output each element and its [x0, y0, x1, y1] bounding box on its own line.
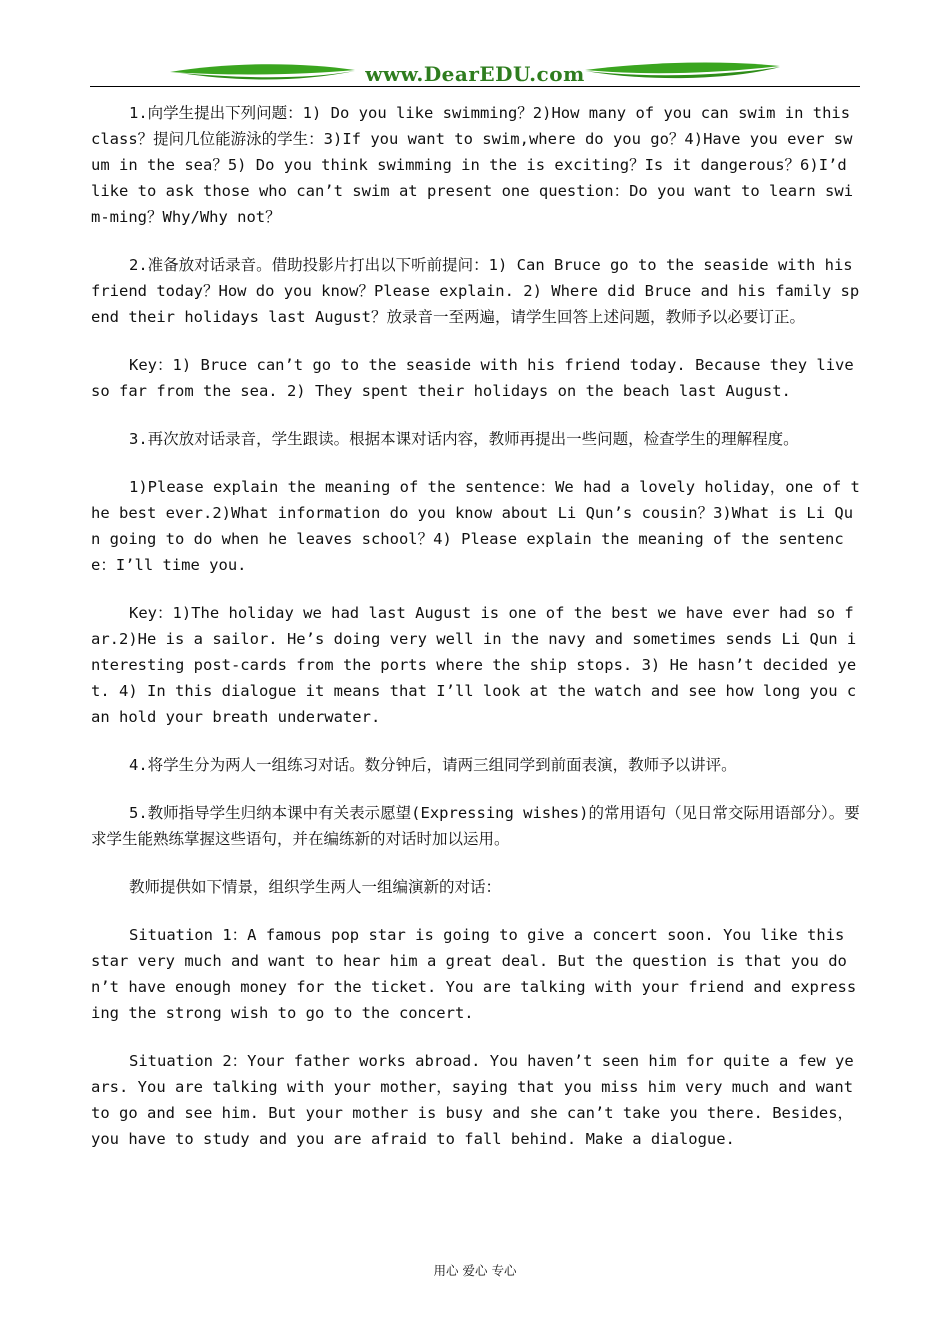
page-header: [90, 58, 860, 92]
paragraph-3: 3.再次放对话录音，学生跟读。根据本课对话内容，教师再提出一些问题，检查学生的理解程度。: [129, 430, 799, 448]
site-logo-text: www.DearEDU.com: [365, 62, 585, 86]
paragraph-2: 2.准备放对话录音。借助投影片打出以下听前提问：1) Can Bruce go to the seaside with his friend today？How do you know？Please explain. 2) Where did Bruce and his family spend their holidays last August？放录音一至两遍，请学生回答上述问题，教师予以必要订正。: [91, 256, 860, 326]
paragraph-situation-2: Situation 2：Your father works abroad. You haven’t seen him for quite a few years. You are talking with your mother，saying that you miss him very much and want to go and see him. But your mother is busy and she can’t take you there. Besides，you have to study and you are afraid to fall behind. Make a dialogue.: [91, 1052, 854, 1148]
paragraph-key-1: Key：1) Bruce can’t go to the seaside with his friend today. Because they live so far from the sea. 2) They spent their holidays on the beach last August.: [91, 356, 854, 400]
paragraph-situations-intro: 教师提供如下情景，组织学生两人一组编演新的对话：: [129, 878, 502, 896]
paragraph-questions: 1)Please explain the meaning of the sentence：We had a lovely holiday，one of the best ever.2)What information do you know about Li Qun’s cousin？3)What is Li Qun going to do when he leaves school？4) Please explain the meaning of the sentence：I’ll time you.: [91, 478, 860, 574]
paragraph-4: 4.将学生分为两人一组练习对话。数分钟后，请两三组同学到前面表演，教师予以讲评。: [129, 756, 737, 774]
header-rule: [90, 86, 860, 87]
paragraph-1: 1.向学生提出下列问题：1) Do you like swimming？2)How many of you can swim in this class？提问几位能游泳的学生：3)If you want to swim,where do you go？4)Have you ever swum in the sea？5) Do you think swimming in the is exciting？Is it dangerous？6)I’d like to ask those who can’t swim at present one question：Do you want to learn swim-ming？Why/Why not？: [91, 104, 854, 226]
document-body: [91, 100, 861, 1174]
page-footer: 用心 爱心 专心: [433, 1263, 517, 1278]
paragraph-key-2: Key：1)The holiday we had last August is one of the best we have ever had so far.2)He is a sailor. He’s doing very well in the navy and sometimes sends Li Qun interesting post-cards from the ports where the ship stops. 3) He hasn’t decided yet. 4) In this dialogue it means that I’ll look at the watch and see how long you can hold your breath underwater.: [91, 604, 857, 726]
paragraph-situation-1: Situation 1：A famous pop star is going to give a concert soon. You like this star very much and want to hear him a great deal. But the question is that you don’t have enough money for the ticket. You are talking with your friend and expressing the strong wish to go to the concert.: [91, 926, 857, 1022]
paragraph-5: 5.教师指导学生归纳本课中有关表示愿望(Expressing wishes)的常用语句（见日常交际用语部分）。要求学生能熟练掌握这些语句，并在编练新的对话时加以运用。: [91, 804, 860, 848]
